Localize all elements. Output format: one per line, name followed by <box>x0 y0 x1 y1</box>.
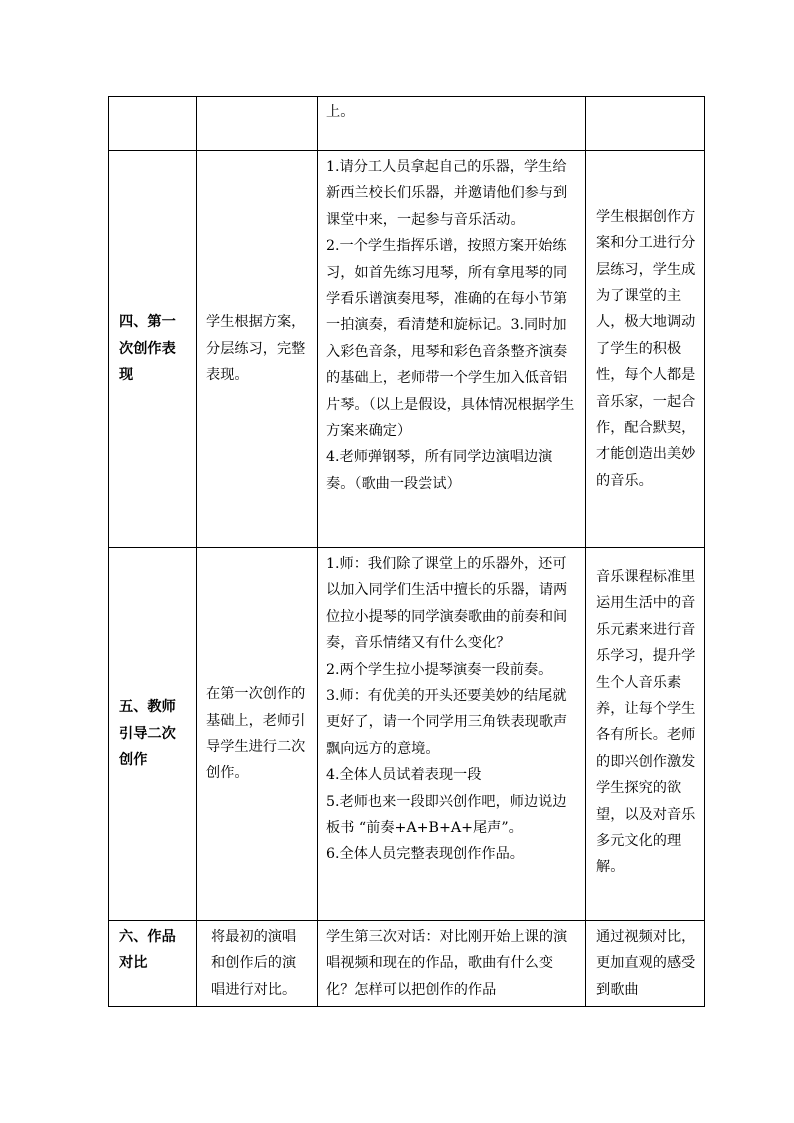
activity-line: 4.老师弹钢琴，所有同学边演唱边演奏。（歌曲一段尝试） <box>326 449 553 492</box>
activity-line: 上。 <box>326 104 355 120</box>
summary-text: 将最初的演唱和创作后的演唱进行对比。 <box>211 929 297 998</box>
purpose-cell <box>586 548 705 921</box>
lesson-plan-table <box>108 96 705 1007</box>
summary-cell <box>197 548 318 921</box>
table-row <box>109 97 705 151</box>
summary-cell <box>197 921 318 1007</box>
activity-line: 4.全体人员试着表现一段 <box>326 767 482 784</box>
table-row <box>109 921 705 1007</box>
summary-text: 在第一次创作的基础上，老师引导学生进行二次创作。 <box>206 686 306 782</box>
stage-label: 四、第一次创作表现 <box>119 314 176 384</box>
summary-cell <box>197 97 318 151</box>
activities-cell <box>318 97 586 151</box>
purpose-cell <box>586 151 705 548</box>
purpose-text: 通过视频对比，更加直观的感受到歌曲 <box>596 929 696 998</box>
purpose-text: 学生根据创作方案和分工进行分层练习，学生成为了课堂的主人，极大地调动了学生的积极性，每个人都是音乐家，一起合作，配合默契，才能创造出美妙的音乐。 <box>596 208 696 489</box>
stage-label: 五、教师引导二次创作 <box>119 699 176 769</box>
activity-line: 2.一个学生指挥乐谱，按照方案开始练习，如首先练习甩琴，所有拿甩琴的同学看乐谱演奏甩琴，准确的在每小节第一拍演奏，看清楚和旋标记。3.同时加入彩色音条，甩琴和彩色音条整齐演奏的基础上，老师带一个学生加入低音铝片琴。（以上是假设，具体情况根据学生方案来确定） <box>326 238 575 440</box>
activity-line: 学生第三次对话：对比刚开始上课的演唱视频和现在的作品，歌曲有什么变化？怎样可以把创作的作品 <box>326 929 568 998</box>
activity-line: 6.全体人员完整表现创作作品。 <box>326 846 524 863</box>
table-row <box>109 548 705 921</box>
activities-cell <box>318 151 586 548</box>
purpose-cell <box>586 921 705 1007</box>
activity-line: 2.两个学生拉小提琴演奏一段前奏。 <box>326 661 553 678</box>
table-row <box>109 151 705 548</box>
stage-cell <box>109 921 197 1007</box>
stage-label: 六、作品对比 <box>119 929 176 972</box>
activity-line: 1.请分工人员拿起自己的乐器，学生给新西兰校长们乐器，并邀请他们参与到课堂中来，一起参与音乐活动。 <box>326 159 568 228</box>
purpose-cell <box>586 97 705 151</box>
activities-cell <box>318 921 586 1007</box>
activity-line: 3.师：有优美的开头还要美妙的结尾就更好了，请一个同学用三角铁表现歌声飘向远方的意境。 <box>326 688 568 757</box>
stage-cell <box>109 548 197 921</box>
activities-cell <box>318 548 586 921</box>
summary-text: 学生根据方案，分层练习，完整表现。 <box>206 314 306 384</box>
purpose-text: 音乐课程标准里运用生活中的音乐元素来进行音乐学习，提升学生个人音乐素养，让每个学生各有所长。老师的即兴创作激发学生探究的欲望，以及对音乐多元文化的理解。 <box>596 569 696 876</box>
activity-line: 1.师：我们除了课堂上的乐器外，还可以加入同学们生活中擅长的乐器，请两位拉小提琴的同学演奏歌曲的前奏和间奏，音乐情绪又有什么变化？ <box>326 556 568 652</box>
stage-cell <box>109 97 197 151</box>
summary-cell <box>197 151 318 548</box>
activity-line: 5.老师也来一段即兴创作吧，师边说边板书 “前奏+A+B+A+尾声”。 <box>326 793 567 837</box>
stage-cell <box>109 151 197 548</box>
